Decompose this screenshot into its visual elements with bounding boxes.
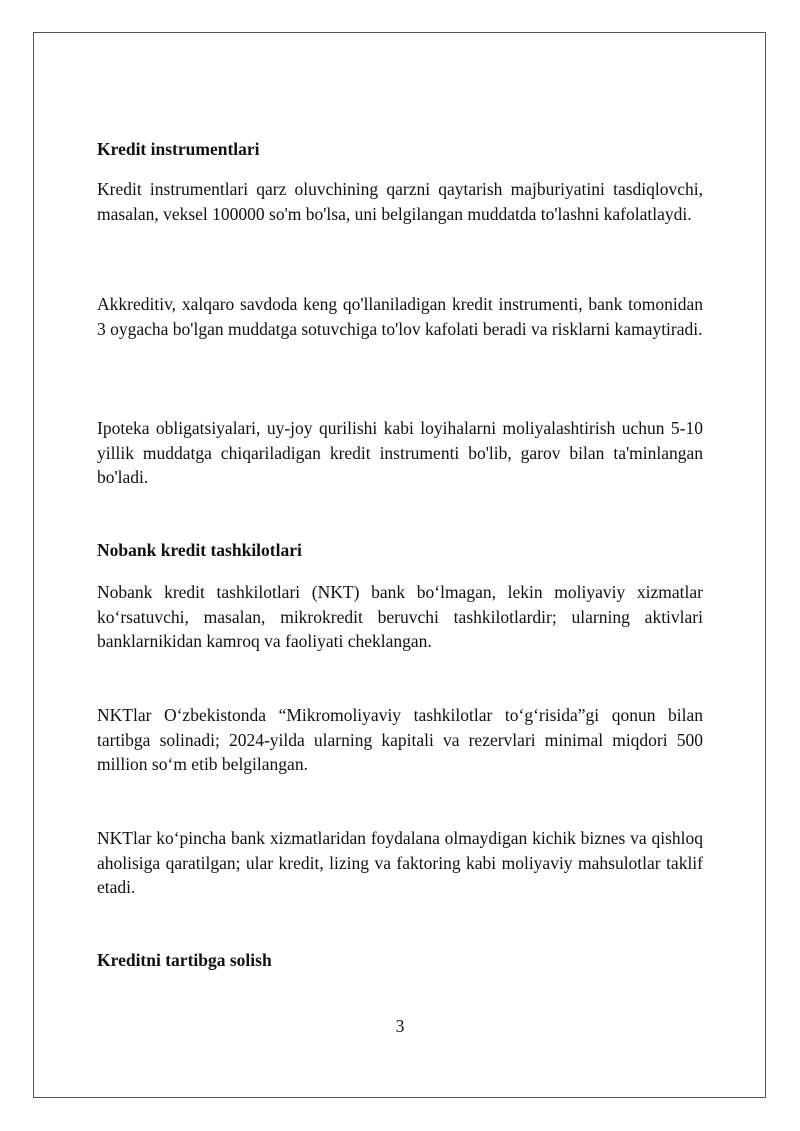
paragraph-nkt-definition: Nobank kredit tashkilotlari (NKT) bank bo‘lmagan, lekin moliyaviy xizmatlar ko‘rsatuvchi, masalan, mikrokredit beruvchi tashkilotlardir; ularning aktivlari banklarnikidan kamroq va faoliyati cheklangan. xyxy=(97,582,703,651)
section-heading-nobank-kredit: Nobank kredit tashkilotlari xyxy=(97,540,302,560)
paragraph-nkt-target: NKTlar ko‘pincha bank xizmatlaridan foydalana olmaydigan kichik biznes va qishloq aholisiga qaratilgan; ular kredit, lizing va faktoring kabi moliyaviy mahsulotlar taklif etadi. xyxy=(97,828,703,897)
section-heading-kreditni-tartibga-solish: Kreditni tartibga solish xyxy=(97,950,272,970)
section-heading-kredit-instrumentlari: Kredit instrumentlari xyxy=(97,139,260,159)
page-number: 3 xyxy=(395,1016,405,1036)
paragraph-kredit-instrumentlari-1: Kredit instrumentlari qarz oluvchining qarzni qaytarish majburiyatini tasdiqlovchi, masalan, veksel 100000 so'm bo'lsa, uni belgilangan muddatda to'lashni kafolatlaydi. xyxy=(97,179,703,224)
paragraph-ipoteka-obligatsiyalari: Ipoteka obligatsiyalari, uy-joy qurilishi kabi loyihalarni moliyalashtirish uchun 5-10 yillik muddatga chiqariladigan kredit instrumenti bo'lib, garov bilan ta'minlangan bo'ladi. xyxy=(97,418,703,487)
paragraph-akkreditiv: Akkreditiv, xalqaro savdoda keng qo'llaniladigan kredit instrumenti, bank tomonidan 3 oygacha bo'lgan muddatga sotuvchiga to'lov kafolati beradi va risklarni kamaytiradi. xyxy=(97,294,703,339)
paragraph-nkt-regulation: NKTlar O‘zbekistonda “Mikromoliyaviy tashkilotlar to‘g‘risida”gi qonun bilan tartibga solinadi; 2024-yilda ularning kapitali va rezervlari minimal miqdori 500 million so‘m etib belgilangan. xyxy=(97,705,703,774)
